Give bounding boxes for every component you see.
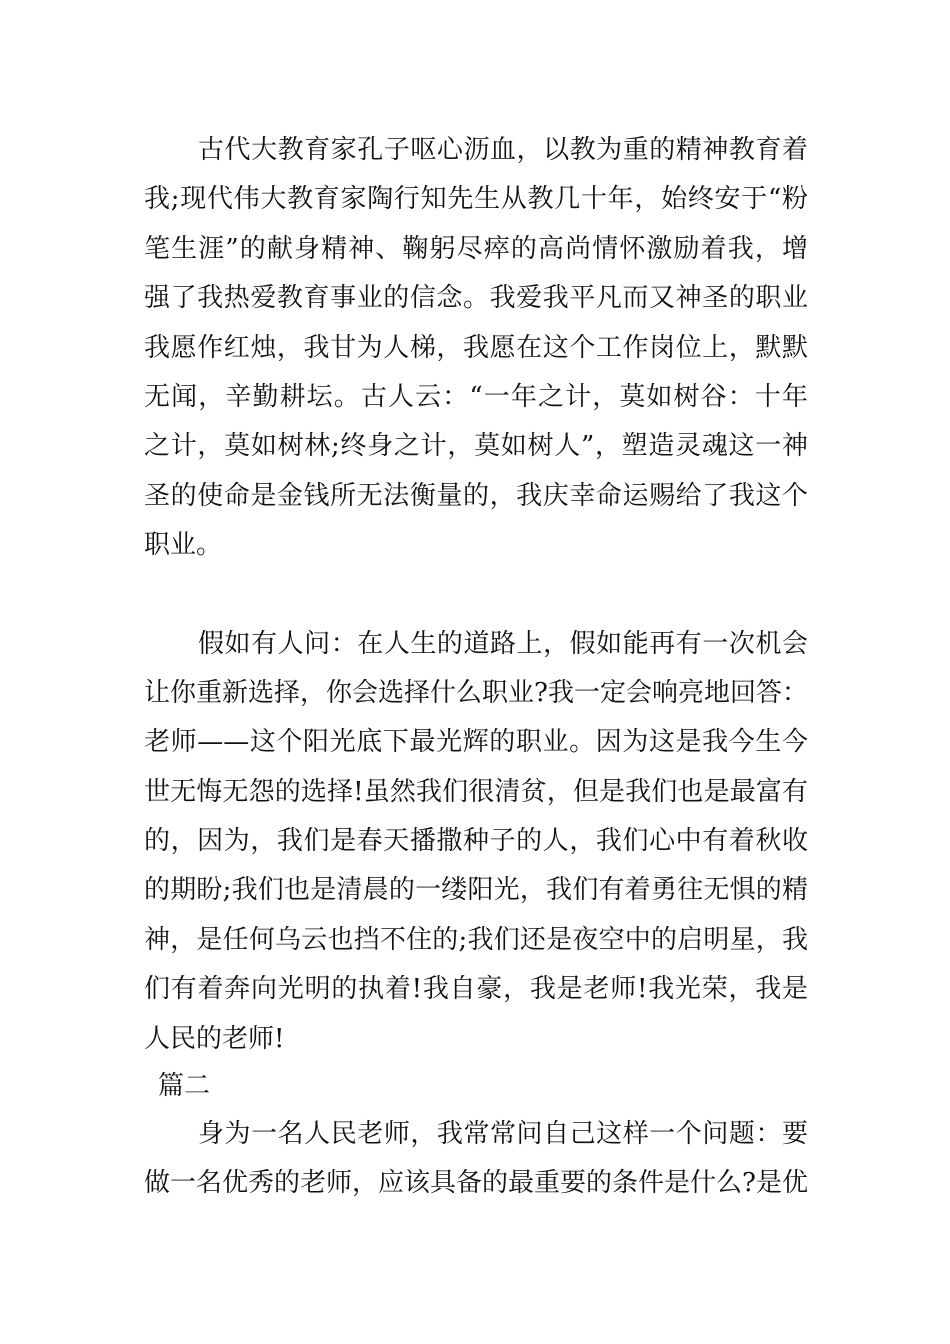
- text-line: 老师——这个阳光底下最光辉的职业。因为这是我今生今: [144, 727, 808, 758]
- text-line: 神，是任何乌云也挡不住的;我们还是夜空中的启明星，我: [144, 924, 808, 955]
- text-line: 强了我热爱教育事业的信念。我爱我平凡而又神圣的职业: [144, 283, 808, 314]
- paragraph-3: [144, 1110, 808, 1209]
- text-line: 让你重新选择，你会选择什么职业?我一定会响亮地回答：: [144, 677, 808, 708]
- text-line: 的，因为，我们是春天播撒种子的人，我们心中有着秋收: [144, 826, 808, 857]
- text-line: 们有着奔向光明的执着!我自豪，我是老师!我光荣，我是: [144, 974, 808, 1005]
- paragraph-1: [144, 126, 808, 571]
- text-line: 我愿作红烛，我甘为人梯，我愿在这个工作岗位上，默默: [144, 332, 808, 363]
- text-line: 做一名优秀的老师，应该具备的最重要的条件是什么?是优: [144, 1168, 808, 1199]
- paragraph-2: [144, 620, 808, 1065]
- text-line: 假如有人问：在人生的道路上，假如能再有一次机会: [198, 628, 808, 659]
- text-line: 身为一名人民老师，我常常问自己这样一个问题：要: [198, 1119, 808, 1150]
- text-line: 的期盼;我们也是清晨的一缕阳光，我们有着勇往无惧的精: [144, 875, 808, 906]
- text-line: 我;现代伟大教育家陶行知先生从教几十年，始终安于“粉: [144, 184, 808, 215]
- text-line: 职业。: [144, 530, 223, 561]
- text-line: 之计，莫如树林;终身之计，莫如树人”，塑造灵魂这一神: [144, 431, 808, 462]
- text-line: 圣的使命是金钱所无法衡量的，我庆幸命运赐给了我这个: [144, 480, 808, 511]
- text-line: 无闻，辛勤耕坛。古人云：“一年之计，莫如树谷：十年: [144, 381, 808, 412]
- text-line: 古代大教育家孔子呕心沥血，以教为重的精神教育着: [198, 135, 808, 165]
- text-line: 世无悔无怨的选择!虽然我们很清贫，但是我们也是最富有: [144, 776, 808, 807]
- text-line: 笔生涯”的献身精神、鞠躬尽瘁的高尚情怀激励着我，增: [144, 233, 808, 264]
- section-heading: 篇二: [158, 1071, 211, 1102]
- paragraph-gap: [144, 571, 808, 620]
- document-body: [144, 126, 808, 1209]
- text-line: 人民的老师!: [144, 1023, 285, 1054]
